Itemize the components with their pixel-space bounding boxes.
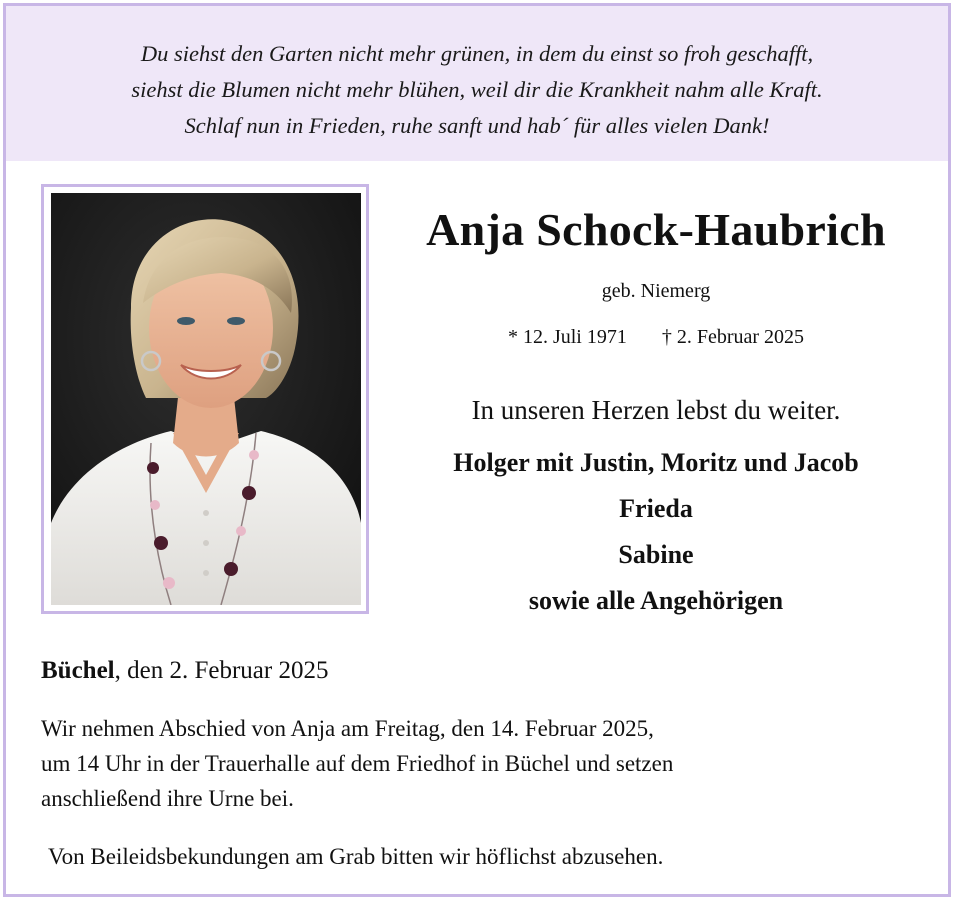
poem-line: siehst die Blumen nicht mehr blühen, weil dir die Krankheit nahm alle Kraft.	[131, 77, 823, 102]
farewell-line: anschließend ihre Urne bei.	[41, 786, 294, 811]
mourner-line: Sabine	[618, 540, 694, 569]
poem-line: Schlaf nun in Frieden, ruhe sanft und hab´ für alles vielen Dank!	[184, 113, 770, 138]
life-dates	[376, 324, 936, 350]
mourners-list	[376, 440, 936, 624]
place: Büchel	[41, 657, 115, 684]
mourner-line: sowie alle Angehörigen	[528, 586, 784, 615]
farewell-line: um 14 Uhr in der Trauerhalle auf dem Friedhof in Büchel und setzen	[41, 751, 674, 776]
farewell-line: Wir nehmen Abschied von Anja am Freitag, den 14. Februar 2025,	[41, 716, 654, 741]
poem	[6, 36, 948, 144]
death-date: † 2. Februar 2025	[661, 326, 805, 348]
birth-date: * 12. Juli 1971	[507, 326, 627, 348]
date: , den 2. Februar 2025	[114, 657, 329, 684]
obituary-frame	[3, 3, 951, 897]
portrait-photo	[51, 193, 361, 605]
poem-line: Du siehst den Garten nicht mehr grünen, in dem du einst so froh geschafft,	[140, 41, 814, 66]
mourner-line: Frieda	[619, 494, 693, 523]
portrait-frame	[41, 184, 369, 614]
farewell-text	[41, 711, 941, 816]
deceased-name: Anja Schock-Haubrich	[426, 204, 886, 255]
poem-band	[6, 6, 948, 161]
place-date	[41, 654, 328, 688]
mourner-line: Holger mit Justin, Moritz und Jacob	[453, 448, 859, 477]
birth-name: geb. Niemerg	[601, 280, 711, 302]
condolence-note: Von Beileidsbekundungen am Grab bitten wir höflichst abzusehen.	[48, 844, 664, 869]
portrait-illustration	[51, 193, 361, 605]
memorial-tagline: In unseren Herzen lebst du weiter.	[471, 395, 841, 425]
